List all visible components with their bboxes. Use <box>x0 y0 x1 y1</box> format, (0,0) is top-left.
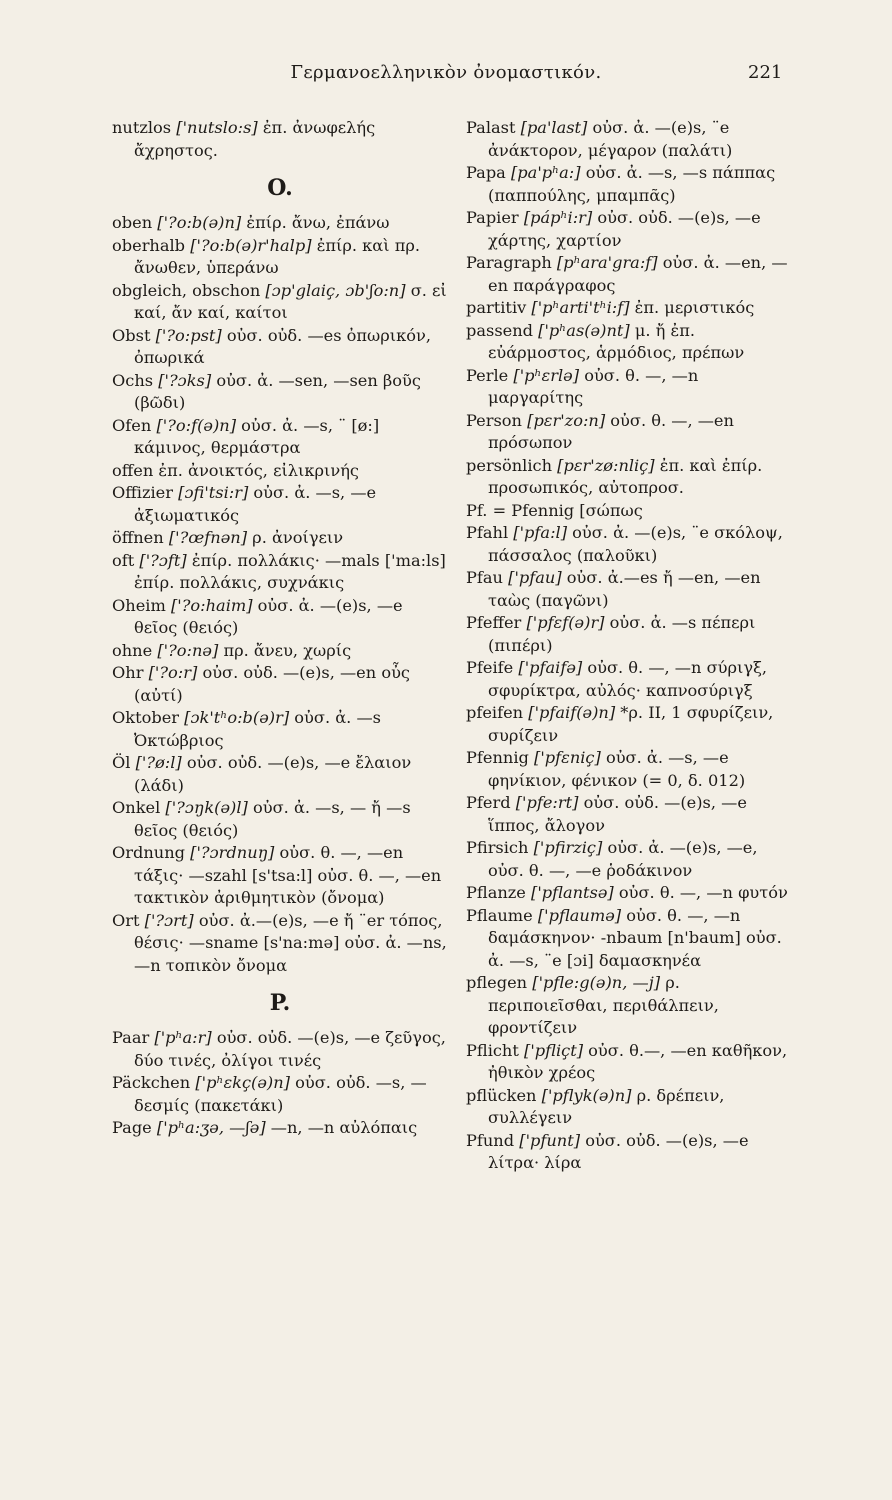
entry-headword: Page <box>112 1118 152 1137</box>
dictionary-entry <box>112 1117 448 1140</box>
entry-definition: ἐπ. καὶ ἐπίρ. προσωπικός, αὐτοπροσ. <box>488 455 768 497</box>
entry-pronunciation: [pa'last] <box>520 118 588 137</box>
entry-pronunciation: ['pfle:g(ə)n, —j] <box>532 973 661 992</box>
entry-definition: οὐσ. οὐδ. —(e)s, —e ἔλαιον (λάδι) <box>134 753 417 795</box>
dictionary-entry <box>112 415 448 460</box>
entry-headword: Pfau <box>466 568 503 587</box>
entry-definition: = Pfennig [σώπως <box>487 500 643 520</box>
dictionary-entry <box>466 612 798 657</box>
entry-definition: οὐσ. ἀ. —(e)s, —e, οὐσ. θ. —, —e ῥοδάκινον <box>488 838 763 880</box>
entry-headword: Papa <box>466 163 506 182</box>
entry-pronunciation: ['pʰa:r] <box>154 1028 212 1047</box>
entry-headword: Ordnung <box>112 843 186 862</box>
entry-headword: Oktober <box>112 708 180 727</box>
entry-pronunciation: ['?o:b(ə)n] <box>157 213 242 232</box>
entry-headword: Offizier <box>112 483 173 502</box>
entry-pronunciation: [pɛr'zo:n] <box>527 410 606 430</box>
left-column <box>112 117 452 1140</box>
entry-headword: Paar <box>112 1028 150 1047</box>
entry-pronunciation: ['?ɔft] <box>139 550 187 570</box>
dictionary-entry <box>466 882 798 905</box>
entry-definition: οὐσ. θ. —, —en τάξις· —szahl [s'tsa:l] οὐσ. θ. —, —en τακτικὸν ἀριθμητικὸν (ὄνομα) <box>134 843 447 907</box>
entry-headword: Pflicht <box>466 1040 519 1060</box>
entry-headword: Ochs <box>112 370 154 390</box>
entry-headword: Päckchen <box>112 1073 191 1092</box>
entry-definition: ἐπ. ἀνοικτός, εἰλικρινής <box>153 460 359 480</box>
entry-definition: ἐπίρ. πολλάκις· —mals ['ma:ls] ἐπίρ. πολλάκις, συχνάκις <box>134 550 452 592</box>
dictionary-entry <box>112 707 448 752</box>
entry-headword: Pflaume <box>466 905 533 925</box>
entry-pronunciation: [pápʰi:r] <box>523 208 593 227</box>
entry-definition: ρ. ἀνοίγειν <box>247 528 344 547</box>
dictionary-entry <box>112 752 448 797</box>
entry-definition: ἐπ. ἀνωφελής ἄχρηστος. <box>134 118 381 160</box>
entry-pronunciation: ['pʰas(ə)nt] <box>538 320 630 340</box>
dictionary-entry <box>466 320 798 365</box>
dictionary-entry <box>112 527 448 550</box>
entry-pronunciation: ['?o:nə] <box>157 640 219 660</box>
entry-pronunciation: [ɔfi'tsi:r] <box>178 483 249 502</box>
dictionary-entry <box>466 297 798 320</box>
dictionary-entry <box>466 972 798 1040</box>
entry-definition: οὐσ. ἀ. —(e)s, —e θεῖος (θειός) <box>134 595 408 637</box>
entry-definition: οὐσ. ἀ. —s, —e ἀξιωματικός <box>134 483 382 525</box>
entry-headword: offen <box>112 460 154 480</box>
entry-pronunciation: ['?o:f(ə)n] <box>156 415 237 435</box>
entry-pronunciation: ['pfɛniç] <box>534 748 601 767</box>
entry-headword: Palast <box>466 118 516 137</box>
dictionary-entry <box>112 662 448 707</box>
entry-headword: oberhalb <box>112 235 186 255</box>
entry-pronunciation: ['pflantsə] <box>531 883 614 902</box>
entry-definition: οὐσ. ἀ. —s, ¨ [ø:] κάμινος, θερμάστρα <box>134 415 385 457</box>
entry-pronunciation: [pɛr'zø:nliç] <box>557 455 655 475</box>
dictionary-entry <box>112 1027 452 1072</box>
dictionary-entry <box>466 522 798 567</box>
dictionary-entry <box>112 550 452 595</box>
dictionary-entry <box>112 117 448 162</box>
entry-definition: οὐσ. ἀ. —s πέπερι (πιπέρι) <box>488 613 761 655</box>
entry-definition: οὐσ. θ. —, —n δαμάσκηνον· -nbaum [n'baum] οὐσ. ἀ. —s, ¨e [ɔi] δαμασκηνέα <box>488 905 787 970</box>
entry-definition: οὐσ. ἀ. —s, — ἤ —s θεῖος (θειός) <box>134 798 416 840</box>
dictionary-entry <box>466 905 798 973</box>
dictionary-entry <box>466 567 798 612</box>
dictionary-entry <box>112 325 448 370</box>
entry-pronunciation: ['?o:pst] <box>155 325 222 345</box>
dictionary-entry <box>112 460 448 483</box>
entry-headword: Pf. <box>466 500 488 520</box>
entry-definition: ἐπ. μεριστικός <box>629 298 755 317</box>
entry-pronunciation: ['pflyk(ə)n] <box>541 1085 632 1105</box>
entry-headword: Pflanze <box>466 883 526 902</box>
dictionary-entry <box>466 1085 798 1130</box>
dictionary-entry <box>112 482 448 527</box>
entry-headword: nutzlos <box>112 118 172 137</box>
entry-headword: obgleich, obschon <box>112 280 261 300</box>
right-column <box>466 117 798 1175</box>
entry-headword: Papier <box>466 208 519 227</box>
dictionary-entry <box>466 207 798 252</box>
entry-definition: οὐσ. θ.—, —en καθῆκον, ἠθικὸν χρέος <box>488 1040 793 1082</box>
entry-pronunciation: ['pfirziç] <box>533 838 603 857</box>
entry-definition: οὐσ. οὐδ. —(e)s, —e ζεῦγος, δύο τινές, ὀλίγοι τινές <box>134 1028 452 1070</box>
entry-headword: oft <box>112 550 135 570</box>
entry-definition: *ρ. II, 1 σφυρίζειν, συρίζειν <box>488 703 779 745</box>
entry-definition: οὐσ. οὐδ. —s, — δεσμίς (πακετάκι) <box>134 1073 432 1115</box>
entry-definition: οὐσ. οὐδ. —es ὀπωρικόν, ὀπωρικά <box>134 325 437 367</box>
entry-headword: Pfirsich <box>466 838 529 857</box>
entry-pronunciation: [pa'pʰa:] <box>510 163 581 182</box>
entry-definition: οὐσ. ἀ. —(e)s, ¨e ἀνάκτορον, μέγαρον (παλάτι) <box>488 118 735 160</box>
entry-pronunciation: ['?ɔrdnuŋ] <box>190 843 275 862</box>
dictionary-entry <box>112 842 448 910</box>
entry-definition: πρ. ἄνευ, χωρίς <box>218 640 352 660</box>
entry-pronunciation: ['?ɔrt] <box>144 910 194 930</box>
entry-pronunciation: ['?o:r] <box>148 663 198 682</box>
entry-pronunciation: ['pfaif(ə)n] <box>528 703 616 722</box>
entry-definition: οὐσ. ἀ.—(e)s, —e ἤ ¨er τόπος, θέσις· —sname [s'na:mə] οὐσ. ἀ. —ns, —n τοπικὸν ὄνομα <box>134 910 452 975</box>
entry-headword: Pfahl <box>466 523 509 542</box>
entry-headword: Paragraph <box>466 253 552 272</box>
dictionary-entry <box>112 212 448 235</box>
entry-pronunciation: ['nutslo:s] <box>176 118 258 137</box>
dictionary-entry <box>466 837 798 882</box>
entry-definition: οὐσ. ἀ. —(e)s, ¨e σκόλοψ, πάσσαλος (παλοῦκι) <box>488 523 789 565</box>
entry-definition: ἐπίρ. ἄνω, ἐπάνω <box>241 213 390 232</box>
entry-pronunciation: [ɔk'tʰo:b(ə)r] <box>184 708 290 727</box>
dictionary-entry <box>466 1040 798 1085</box>
dictionary-entry <box>466 162 798 207</box>
entry-definition: οὐσ. θ. —, —n φυτόν <box>613 883 788 902</box>
entry-headword: Perle <box>466 365 509 385</box>
entry-definition: οὐσ. θ. —, —n σύριγξ, σφυρίκτρα, αὐλός· καπνοσύριγξ <box>488 658 773 700</box>
entry-headword: Pfennig <box>466 748 529 767</box>
page-number: 221 <box>748 62 783 83</box>
entry-headword: Ofen <box>112 415 152 435</box>
entry-pronunciation: ['pʰɛkç(ə)n] <box>195 1073 290 1092</box>
entry-pronunciation: ['pfliçt] <box>524 1040 584 1060</box>
dictionary-entry <box>466 747 798 792</box>
dictionary-entry <box>466 117 798 162</box>
entry-headword: Pfund <box>466 1130 515 1150</box>
entry-pronunciation: ['?o:b(ə)r'halp] <box>190 235 312 255</box>
dictionary-entry <box>112 1072 448 1117</box>
entry-headword: persönlich <box>466 455 553 475</box>
entry-pronunciation: ['?o:haim] <box>170 595 253 615</box>
entry-pronunciation: ['?ø:l] <box>135 753 182 772</box>
dictionary-entry <box>112 797 448 842</box>
entry-definition: οὐσ. ἀ. —sen, —sen βοῦς (βῶδι) <box>134 370 427 412</box>
dictionary-entry <box>112 640 448 663</box>
entry-definition: ἐπίρ. καὶ πρ. ἄνωθεν, ὑπεράνω <box>134 235 426 277</box>
entry-pronunciation: ['pʰa:ʒə, —ʃə] <box>156 1118 266 1137</box>
dictionary-entry <box>112 910 452 978</box>
entry-definition: οὐσ. οὐδ. —(e)s, —e χάρτης, χαρτίον <box>488 208 766 250</box>
entry-definition: οὐσ. οὐδ. —(e)s, —en οὖς (αὐτί) <box>134 663 416 705</box>
entry-pronunciation: ['pʰarti'tʰi:f] <box>531 298 630 317</box>
dictionary-entry <box>112 595 448 640</box>
entry-headword: passend <box>466 320 533 340</box>
entry-headword: pflegen <box>466 973 528 992</box>
entry-headword: ohne <box>112 640 153 660</box>
dictionary-entry <box>466 410 798 455</box>
entry-definition: οὐσ. ἀ. —s, —e φηνίκιον, φένικον (= 0, δ. 012) <box>488 748 746 790</box>
entry-definition: οὐσ. θ. —, —en πρόσωπον <box>488 410 740 452</box>
entry-definition: οὐσ. ἀ. —s, —s πάππας (παππούλης, μπαμπᾶς) <box>488 163 781 205</box>
entry-headword: Pfeife <box>466 658 514 677</box>
entry-definition: οὐσ. οὐδ. —(e)s, —e λίτρα· λίρα <box>488 1130 754 1172</box>
entry-pronunciation: [ɔp'glaiç, ɔb'ʃo:n] <box>265 280 406 300</box>
dictionary-entry <box>466 657 798 702</box>
dictionary-entry <box>466 792 798 837</box>
entry-definition: ρ. περιποιεῖσθαι, περιθάλπειν, φροντίζειν <box>488 973 725 1037</box>
dictionary-entry <box>112 280 452 325</box>
entry-definition: οὐσ. οὐδ. —(e)s, —e ἵππος, ἄλογον <box>488 793 753 835</box>
entry-headword: Onkel <box>112 798 161 817</box>
entry-pronunciation: ['pʰɛrlə] <box>513 365 580 385</box>
dictionary-entry <box>112 235 448 280</box>
entry-headword: pfeifen <box>466 703 524 722</box>
dictionary-entry <box>466 455 798 500</box>
entry-pronunciation: ['pfe:rt] <box>515 793 579 812</box>
entry-definition: οὐσ. ἀ. —s Ὀκτώβριος <box>134 708 387 750</box>
entry-headword: Pferd <box>466 793 511 812</box>
entry-headword: Oheim <box>112 595 166 615</box>
entry-headword: Obst <box>112 325 151 345</box>
dictionary-entry <box>466 252 798 297</box>
entry-definition: —n, —n αὐλόπαις <box>265 1118 418 1137</box>
entry-headword: pflücken <box>466 1085 537 1105</box>
entry-headword: Pfeffer <box>466 613 522 632</box>
entry-pronunciation: ['pfau] <box>508 568 562 587</box>
entry-pronunciation: [pʰara'gra:f] <box>556 253 658 272</box>
dictionary-entry <box>466 702 798 747</box>
entry-pronunciation: ['pfa:l] <box>513 523 568 542</box>
entry-pronunciation: ['?ɔks] <box>158 370 212 390</box>
letter-heading: O. <box>267 175 293 201</box>
dictionary-entry <box>466 365 798 410</box>
entry-pronunciation: ['?ɔŋk(ə)l] <box>165 798 248 817</box>
entry-definition: οὐσ. ἀ.—es ἤ —en, —en ταὼς (παγῶνι) <box>488 568 766 610</box>
entry-headword: Öl <box>112 753 131 772</box>
entry-pronunciation: ['pfunt] <box>519 1130 581 1150</box>
entry-pronunciation: ['pfɛf(ə)r] <box>526 613 605 632</box>
entry-definition: μ. ἤ ἐπ. εὐάρμοστος, ἁρμόδιος, πρέπων <box>488 320 745 362</box>
entry-headword: Ohr <box>112 663 144 682</box>
entry-headword: Ort <box>112 910 140 930</box>
dictionary-entry <box>466 500 798 523</box>
entry-definition: σ. εἰ καί, ἄν καί, καίτοι <box>134 280 452 322</box>
entry-definition: οὐσ. ἀ. —en, —en παράγραφος <box>488 253 788 295</box>
dictionary-entry <box>466 1130 798 1175</box>
running-title: Γερμανοελληνικὸν ὀνομαστικόν. <box>290 62 602 83</box>
entry-headword: Person <box>466 410 522 430</box>
entry-pronunciation: ['pflaumə] <box>537 905 622 925</box>
letter-heading: P. <box>269 990 291 1016</box>
entry-pronunciation: ['pfaifə] <box>518 658 583 677</box>
entry-pronunciation: ['?œfnən] <box>168 528 248 547</box>
entry-headword: oben <box>112 213 153 232</box>
entry-headword: partitiv <box>466 298 527 317</box>
entry-headword: öffnen <box>112 528 164 547</box>
entry-definition: οὐσ. θ. —, —n μαργαρίτης <box>488 365 704 407</box>
dictionary-entry <box>112 370 448 415</box>
entry-definition: ρ. δρέπειν, συλλέγειν <box>488 1085 730 1127</box>
